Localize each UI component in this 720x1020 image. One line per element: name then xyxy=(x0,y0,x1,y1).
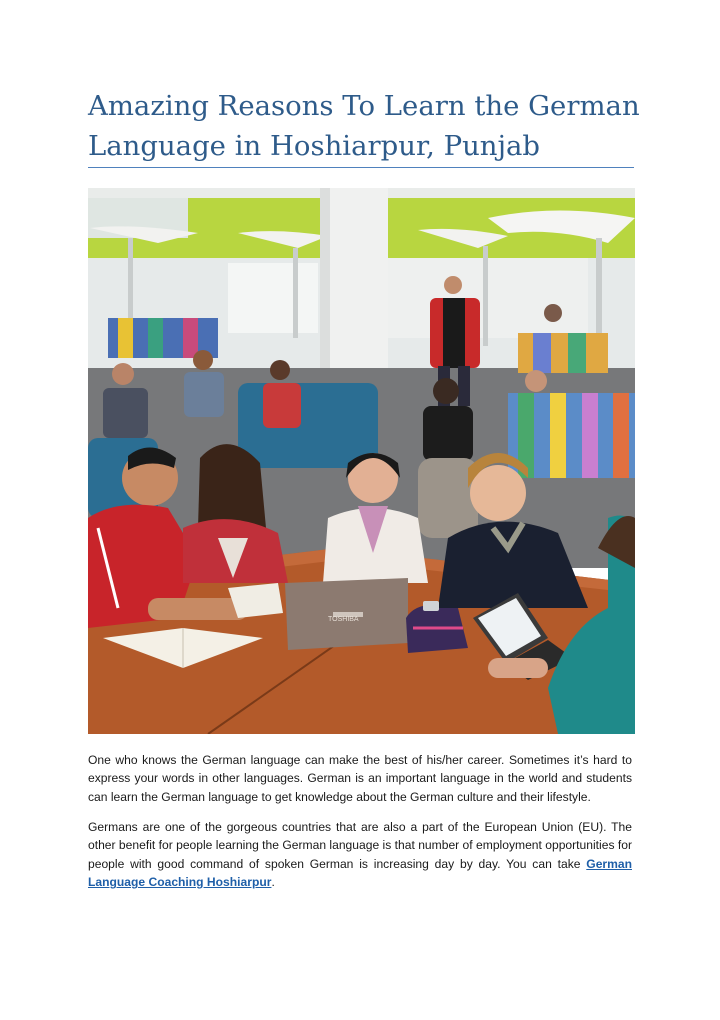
students-studying-photo xyxy=(88,188,635,734)
paragraph-intro: One who knows the German language can make the best of his/her career. Sometimes it’s hard to express your words in other languages. German is an important language in the world and students can learn the German language to get knowledge about the German culture and their lifestyle. xyxy=(88,753,632,804)
paragraph-benefits xyxy=(88,818,632,892)
title-divider xyxy=(88,167,634,168)
page-title: Amazing Reasons To Learn the German Language in Hoshiarpur, Punjab xyxy=(88,90,640,162)
laptop-brand-text: TOSHIBA xyxy=(328,616,359,623)
german-coaching-link[interactable]: German Language Coaching Hoshiarpur xyxy=(88,856,632,890)
paragraph-benefits-end: . xyxy=(271,875,275,890)
paragraph-benefits-text: Germans are one of the gorgeous countries that are also a part of the European Union (EU). The other benefit for people learning the German language is that number of employment opportunities for people with good command of spoken German is increasing day by day. You can take xyxy=(88,820,632,871)
